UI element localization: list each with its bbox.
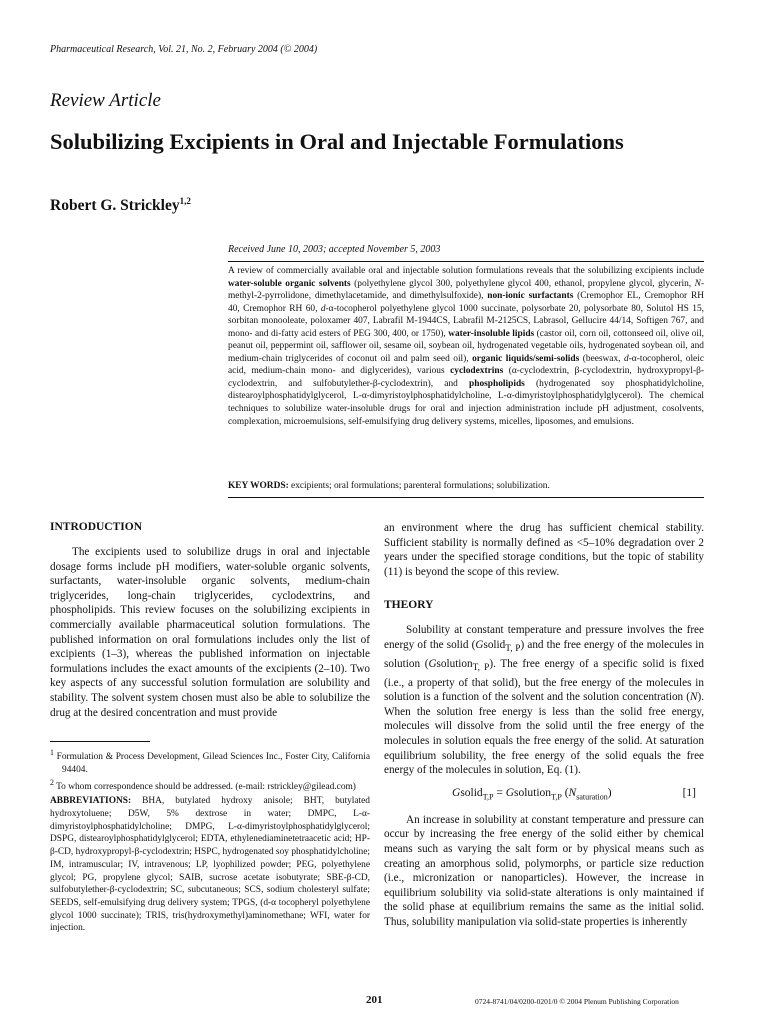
copyright-line: 0724-8741/04/0200-0201/0 © 2004 Plenum Publishing Corporation — [475, 997, 679, 1006]
page-number: 201 — [366, 994, 383, 1006]
footnote-1: $^1$ Formulation & Process Development, Gilead Sciences Inc., Foster City, California 94404. — [50, 748, 370, 775]
keywords-text: excipients; oral formulations; parenteral formulations; solubilization. — [288, 481, 550, 491]
keywords-line — [228, 481, 704, 491]
right-column — [384, 521, 704, 930]
abstract-bottom-rule — [228, 497, 704, 498]
journal-citation: Pharmaceutical Research, Vol. 21, No. 2, February 2004 (© 2004) — [50, 44, 318, 55]
footnotes — [50, 747, 370, 935]
equation-body: Gsolid$_{T,P}$ = Gsolution$_{T,P}$ $(N_{saturation})$ — [452, 786, 612, 802]
author-affiliation-marks: 1,2 — [179, 196, 191, 206]
theory-heading: THEORY — [384, 599, 434, 612]
article-type: Review Article — [50, 90, 161, 111]
theory-paragraph-1: Solubility at constant temperature and pressure involves the free energy of the solid (Gsolid$_{T, P}$) and the free energy of the molecules in solution (Gsolution$_{T, P}$). The free energy of a specific solid is fixed (i.e., a property of that solid), but the free energy of the molecules in solution is a function of the solvent and the solution concentration (N). When the solution free energy is less than the solid free energy, molecules will dissolve from the solid until the free energy of the molecules in solution equals the free energy of the solid. At saturation equilibrium solubility, the free energy of the solid equals the free energy of the molecules in solution, Eq. (1). — [384, 624, 704, 777]
introduction-continued: an environment where the drug has sufficient chemical stability. Sufficient stability is normally defined as <5–10% degradation over 2 years under the specified storage conditions, but the topic of stability (11) is beyond the scope of this review. — [384, 522, 704, 578]
introduction-paragraph: The excipients used to solubilize drugs in oral and injectable dosage forms include pH modifiers, water-soluble organic solvents, surfactants, water-insoluble organic solvents, medium-chain triglycerides, long-chain triglycerides, cyclodextrins, and phospholipids. This review focuses on the solubilizing excipients in commercially available pharmaceutical solution formulations. The published information on oral formulations includes only the list of excipients (1–3), whereas the published information on injectable formulations includes the exact amounts of the excipients (2–10). Two key aspects of any successful solution formulation are solubility and stability. The solvent system chosen must also be able to solubilize the drug at the desired concentration and must provide — [50, 546, 370, 719]
received-dates: Received June 10, 2003; accepted November 5, 2003 — [228, 244, 441, 255]
abstract-text: A review of commercially available oral and injectable solution formulations reveals that the solubilizing excipients include water-soluble organic solvents (polyethylene glycol 300, polyethylene glycol 400, ethanol, propylene glycol, glycerin, N-methyl-2-pyrrolidone, dimethylacetamide, and dimethylsulfoxide), non-ionic surfactants (Cremophor EL, Cremophor RH 40, Cremophor RH 60, d-α-tocopherol polyethylene glycol 1000 succinate, polysorbate 20, polysorbate 80, Solutol HS 15, sorbitan monooleate, poloxamer 407, Labrafil M-1944CS, Labrafil M-2125CS, Labrasol, Gellucire 44/14, Softigen 767, and mono- and di-fatty acid esters of PEG 300, 400, or 1750), water-insoluble lipids (castor oil, corn oil, cottonseed oil, olive oil, peanut oil, peppermint oil, safflower oil, sesame oil, soybean oil, hydrogenated vegetable oils, hydrogenated soybean oil, and medium-chain triglycerides of coconut oil and palm seed oil), organic liquids/semi-solids (beeswax, d-α-tocopherol, oleic acid, medium-chain mono- and diglycerides), various cyclodextrins (α-cyclodextrin, β-cyclodextrin, hydroxypropyl-β-cyclodextrin, and sulfobutylether-β-cyclodextrin), and phospholipids (hydrogenated soy phosphatidylcholine, distearoylphosphatidylglycerol, L-α-dimyristoylphosphatidylcholine, L-α-dimyristoylphosphatidylglycerol). The chemical techniques to solubilize water-insoluble drugs for oral and injection administration include pH adjustment, cosolvents, complexation, microemulsions, self-emulsifying drug delivery systems, micelles, liposomes, and emulsions. — [228, 266, 704, 427]
equation-1 — [384, 787, 704, 803]
keywords-label: KEY WORDS: — [228, 481, 289, 491]
author-name: Robert G. Strickley — [50, 197, 180, 215]
abbreviations-text: BHA, butylated hydroxy anisole; BHT, butylated hydroxytoluene; D5W, 5% dextrose in water; DMPC, L-α-dimyristoylphosphatidylcholine; DMPG, L-α-dimyristoylphosphatidylglycerol; DSPG, distearoylphosphatidylglycerol; EDTA, ethylenediaminetetraacetic acid; HP-β-CD, hydroxypropyl-β-cyclodextrin; HSPC, hydrogenated soy phosphatidylcholine; IM, intramuscular; IV, intravenous; LP, lyophilized powder; PEG, polyethylene glycol; PG, propylene glycol; SAIB, sucrose acetate isobutyrate; SBE-β-CD, sulfobutylether-β-cyclodextrin; SC, subcutaneous; SCS, sodium cholesteryl sulfate; SEEDS, self-emulsifying drug delivery system; TPGS, (d-α tocopheryl polyethylene glycol 1000 succinate); TRIS, tris(hydroxymethyl)aminomethane; WFI, water for injection. — [50, 796, 370, 934]
introduction-heading: INTRODUCTION — [50, 521, 143, 533]
equation-number: [1] — [682, 786, 696, 799]
abstract-top-rule — [228, 261, 704, 262]
article-title: Solubilizing Excipients in Oral and Injectable Formulations — [50, 129, 624, 154]
footnote-rule — [50, 741, 150, 742]
abbreviations-label: ABBREVIATIONS: — [50, 796, 132, 807]
abstract-block — [228, 265, 704, 428]
abbreviations — [50, 795, 370, 935]
author-line — [50, 196, 191, 215]
theory-paragraph-2: An increase in solubility at constant temperature and pressure can occur by increasing the free energy of the solid either by chemical means such as varying the salt form or by physical means such as creating an amorphous solid, polymorphs, or particle size reduction (i.e., micronization or nanoparticles). However, the increase in equilibrium solubility via solid-state alterations is only maintained if the solid phase at equilibrium remains the same as the initial solid. Thus, solubility manipulation via solid-state properties is inherently — [384, 813, 704, 928]
left-column — [50, 521, 370, 720]
footnote-2: $^2$ To whom correspondence should be addressed. (e-mail: rstrickley@gilead.com) — [50, 777, 356, 792]
